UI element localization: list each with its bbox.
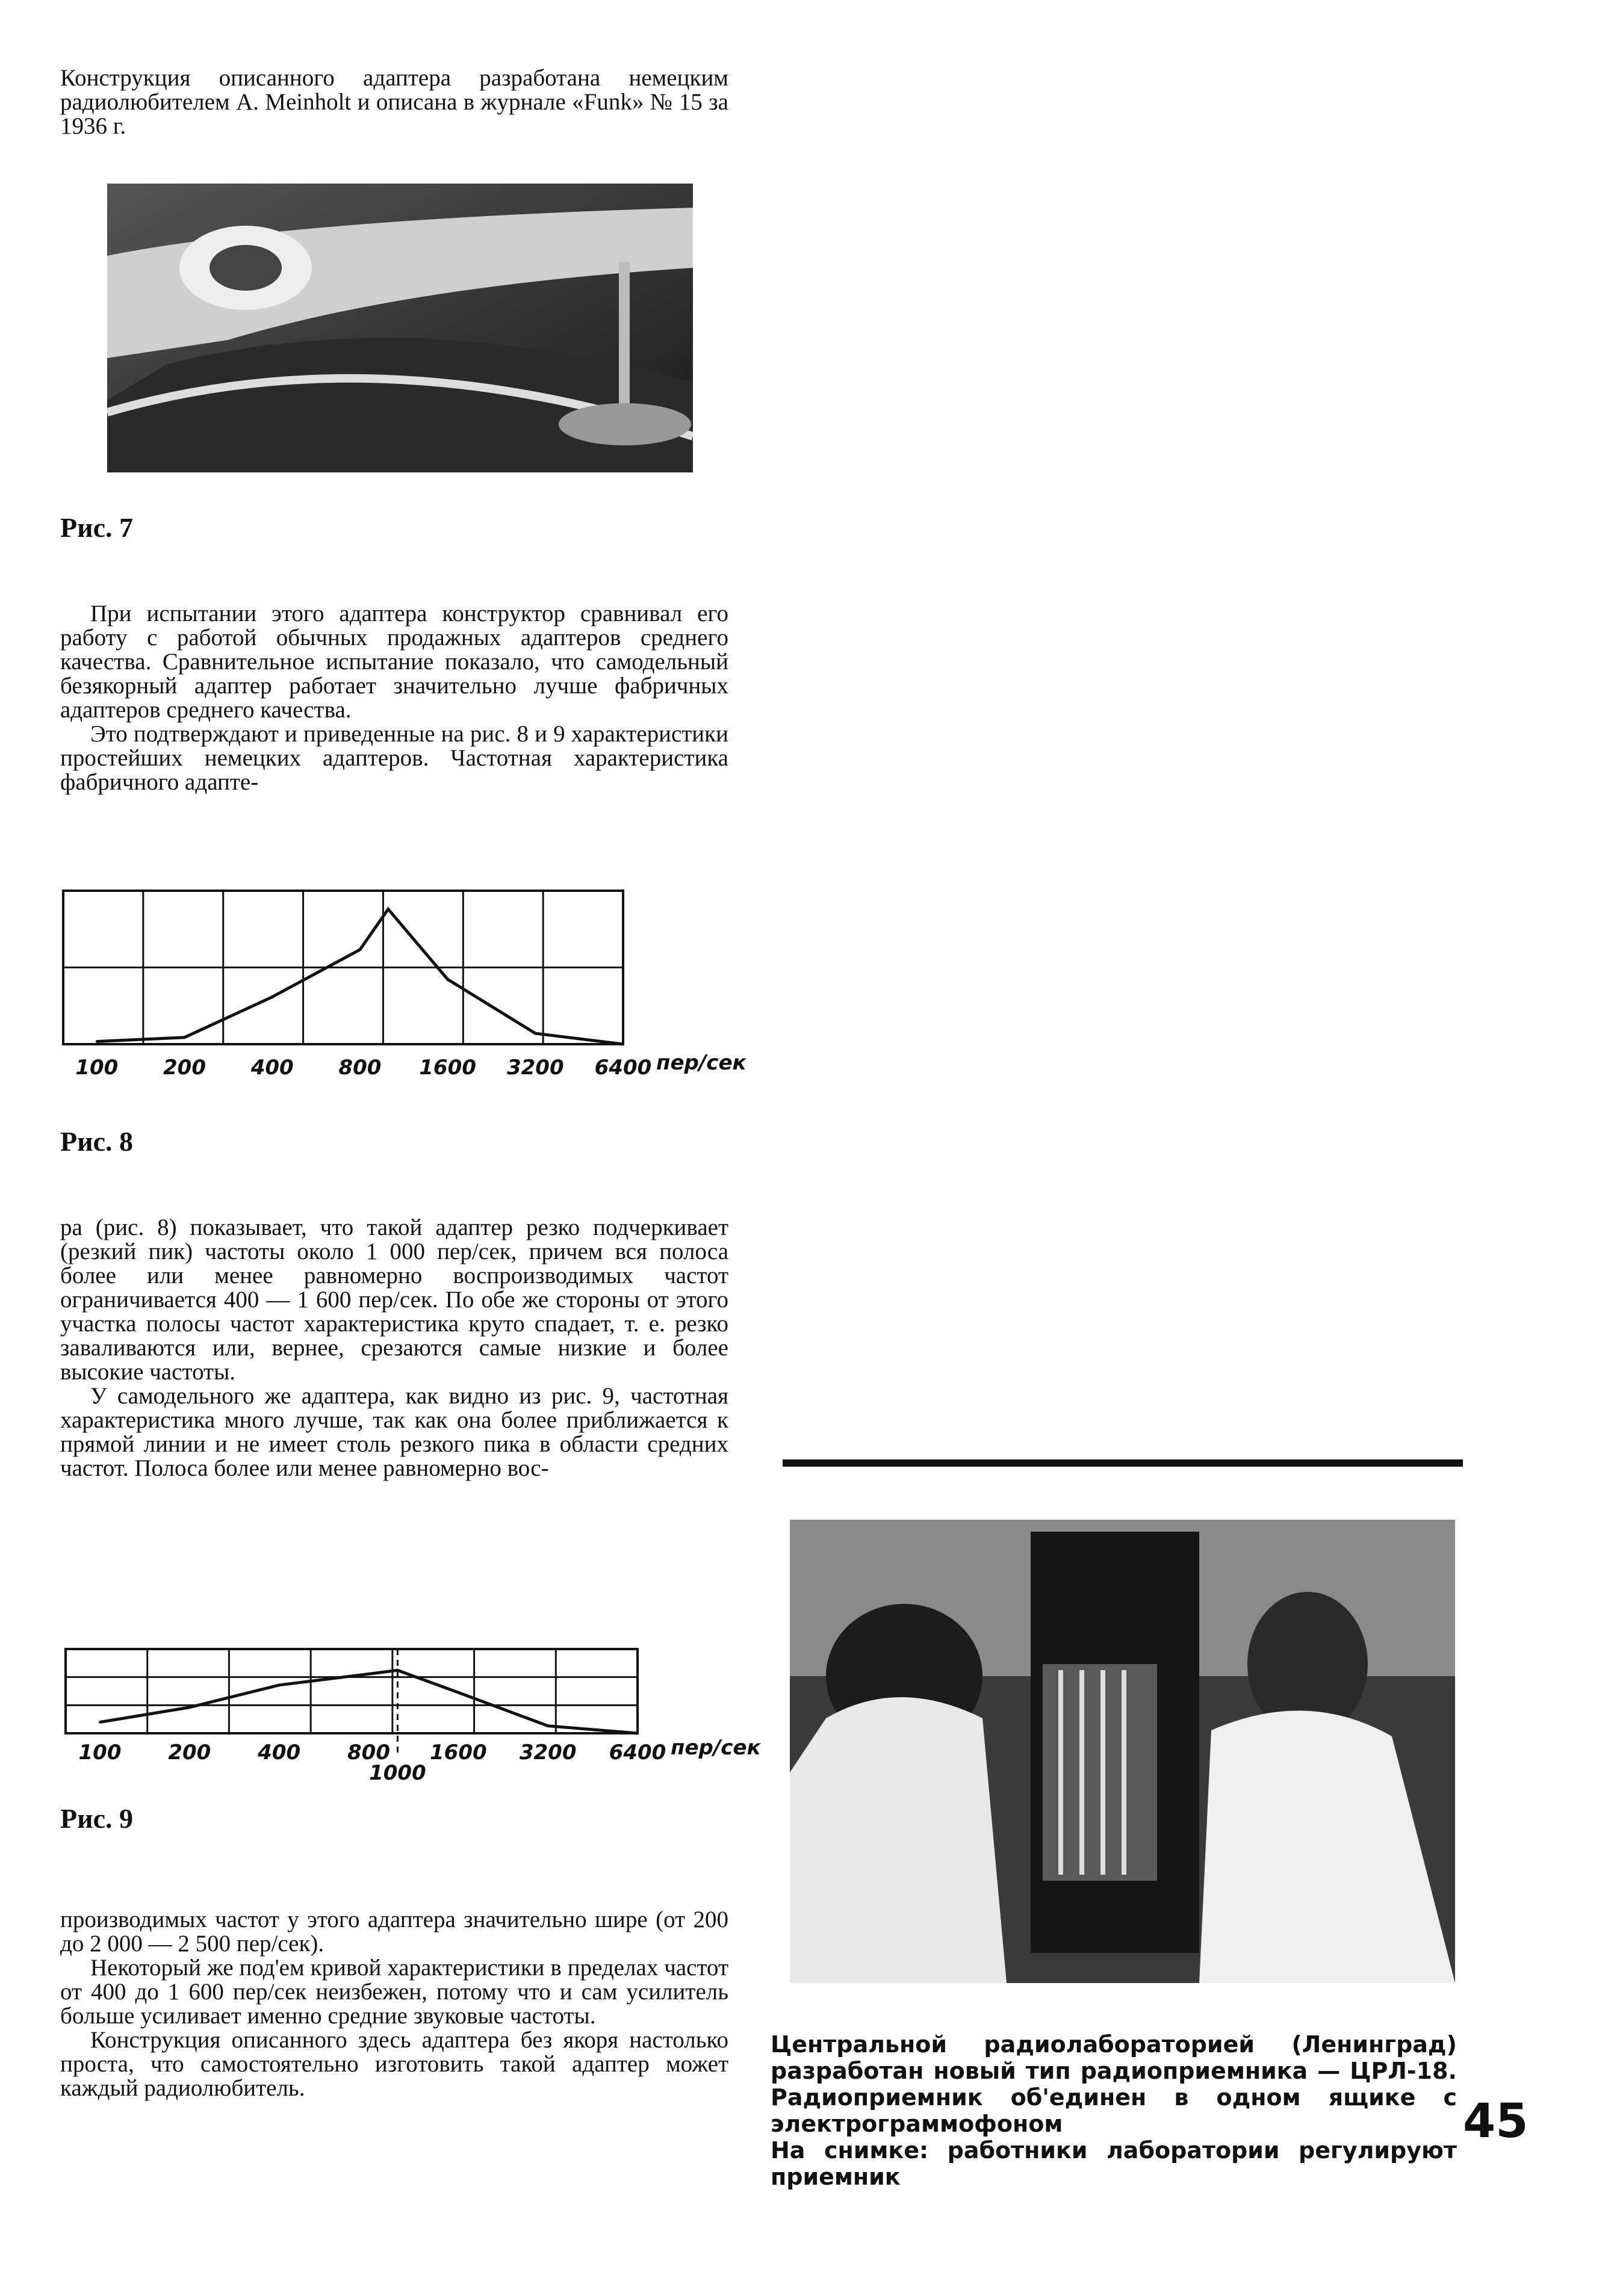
radio-receiver-image: [790, 1520, 1455, 1983]
curve-point: [271, 995, 273, 998]
body-text-3: [60, 1908, 728, 2100]
x-tick-label: 100: [78, 1741, 122, 1765]
x-unit-label: пер/сек: [671, 1736, 761, 1760]
column-divider-rule: [783, 1459, 1463, 1467]
paragraph: Это подтверждают и приведенные на рис. 8 и 9 характеристики простейших немецких адаптеров. Частотная характеристика фабричного адапте-: [60, 721, 728, 795]
intro-text: [60, 66, 728, 138]
photo-caption-main: Центральной радиолабораторией (Ленинград) разработан новый тип радиоприемника — ЦРЛ-18. Радиоприемник об'единен в одном ящике с электрограммофоном: [771, 2031, 1457, 2137]
x-tick-label: 1600: [430, 1741, 487, 1765]
body-text-2: [60, 1216, 728, 1481]
curve-point: [636, 1732, 639, 1734]
x-tick-label: 200: [163, 1056, 206, 1080]
paragraph: Некоторый же под'ем кривой характеристики в пределах частот от 400 до 1 600 пер/сек неизбежен, потому что и сам усилитель больше усиливает именно средние звуковые частоты.: [60, 1955, 728, 2029]
curve-point: [359, 948, 361, 951]
figure-7-label: Рис. 7: [60, 512, 134, 543]
lab-workers-photo: [790, 1520, 1455, 1983]
curve-point: [534, 1032, 536, 1035]
page-number: 45: [1463, 2094, 1529, 2149]
x-tick-label: 400: [258, 1741, 301, 1765]
x-tick-label: 100: [75, 1056, 119, 1080]
response-curve-line: [100, 1670, 638, 1733]
paragraph: производимых частот у этого адаптера значительно шире (от 200 до 2 000 — 2 500 пер/сек).: [60, 1907, 728, 1957]
figure-8-chart: [57, 885, 780, 1089]
frequency-response-chart-8: [57, 885, 780, 1089]
paragraph: ра (рис. 8) показывает, что такой адаптер резко подчеркивает (резкий пик) частоты около 1 000 пер/сек, причем вся полоса более или менее равномерно воспроизводимых частот ограничивается 400 — 1 600 пер/сек. По обе же стороны от этого участка полосы частот характеристика круто спадает, т. е. резко заваливаются или, вернее, срезаются самые низкие и более высокие частоты.: [60, 1215, 728, 1385]
figure-7-photo: [107, 184, 693, 472]
curve-point: [387, 908, 390, 911]
figure-8-label: Рис. 8: [60, 1126, 134, 1157]
chart-frame: [66, 1649, 638, 1733]
figure-9-label: Рис. 9: [60, 1803, 134, 1834]
intro-paragraph: Конструкция описанного адаптера разработана немецким радиолюбителем A. Meinholt и описана в журнале «Funk» № 15 за 1936 г.: [60, 65, 728, 139]
figure-9-chart: [57, 1637, 780, 1793]
curve-point: [447, 978, 449, 980]
x-tick-label: 6400: [594, 1056, 652, 1080]
curve-point: [278, 1684, 281, 1686]
curve-point: [368, 1672, 370, 1675]
x-tick-label: 400: [250, 1056, 294, 1080]
body-text-1: [60, 602, 728, 794]
photo-caption-subject: На снимке: работники лаборатории регулируют приемник: [771, 2137, 1457, 2190]
x-tick-label: 1600: [419, 1056, 476, 1080]
x-tick-label: 800: [347, 1741, 390, 1765]
x-tick-label: 3200: [519, 1741, 577, 1765]
paragraph: Конструкция описанного здесь адаптера без якоря настолько проста, что самостоятельно изготовить такой адаптер может каждый радиолюбитель.: [60, 2027, 728, 2101]
response-curve-line: [97, 909, 623, 1044]
curve-point: [547, 1725, 549, 1727]
curve-point: [622, 1043, 624, 1045]
marker-label: 1000: [369, 1761, 426, 1785]
x-unit-label: пер/сек: [656, 1051, 746, 1075]
curve-point: [184, 1036, 186, 1039]
curve-point: [96, 1041, 98, 1043]
x-tick-label: 3200: [506, 1056, 564, 1080]
x-tick-label: 200: [168, 1741, 211, 1765]
curve-point: [99, 1721, 101, 1724]
x-tick-label: 800: [338, 1056, 382, 1080]
curve-point: [188, 1706, 191, 1709]
curve-point: [457, 1691, 459, 1694]
x-tick-label: 6400: [609, 1741, 666, 1765]
phonograph-pickup-image: [107, 184, 693, 472]
frequency-response-chart-9: [57, 1637, 780, 1793]
paragraph: У самодельного же адаптера, как видно из рис. 9, частотная характеристика много лучше, так как она более приближается к прямой линии и не имеет столь резкого пика в области средних частот. Полоса более или менее равномерно вос-: [60, 1383, 728, 1481]
photo-caption: [771, 2031, 1457, 2190]
paragraph: При испытании этого адаптера конструктор сравнивал его работу с работой обычных продажных адаптеров среднего качества. Сравнительное испытание показало, что самодельный безякорный адаптер работает значительно лучше фабричных адаптеров среднего качества.: [60, 601, 728, 723]
